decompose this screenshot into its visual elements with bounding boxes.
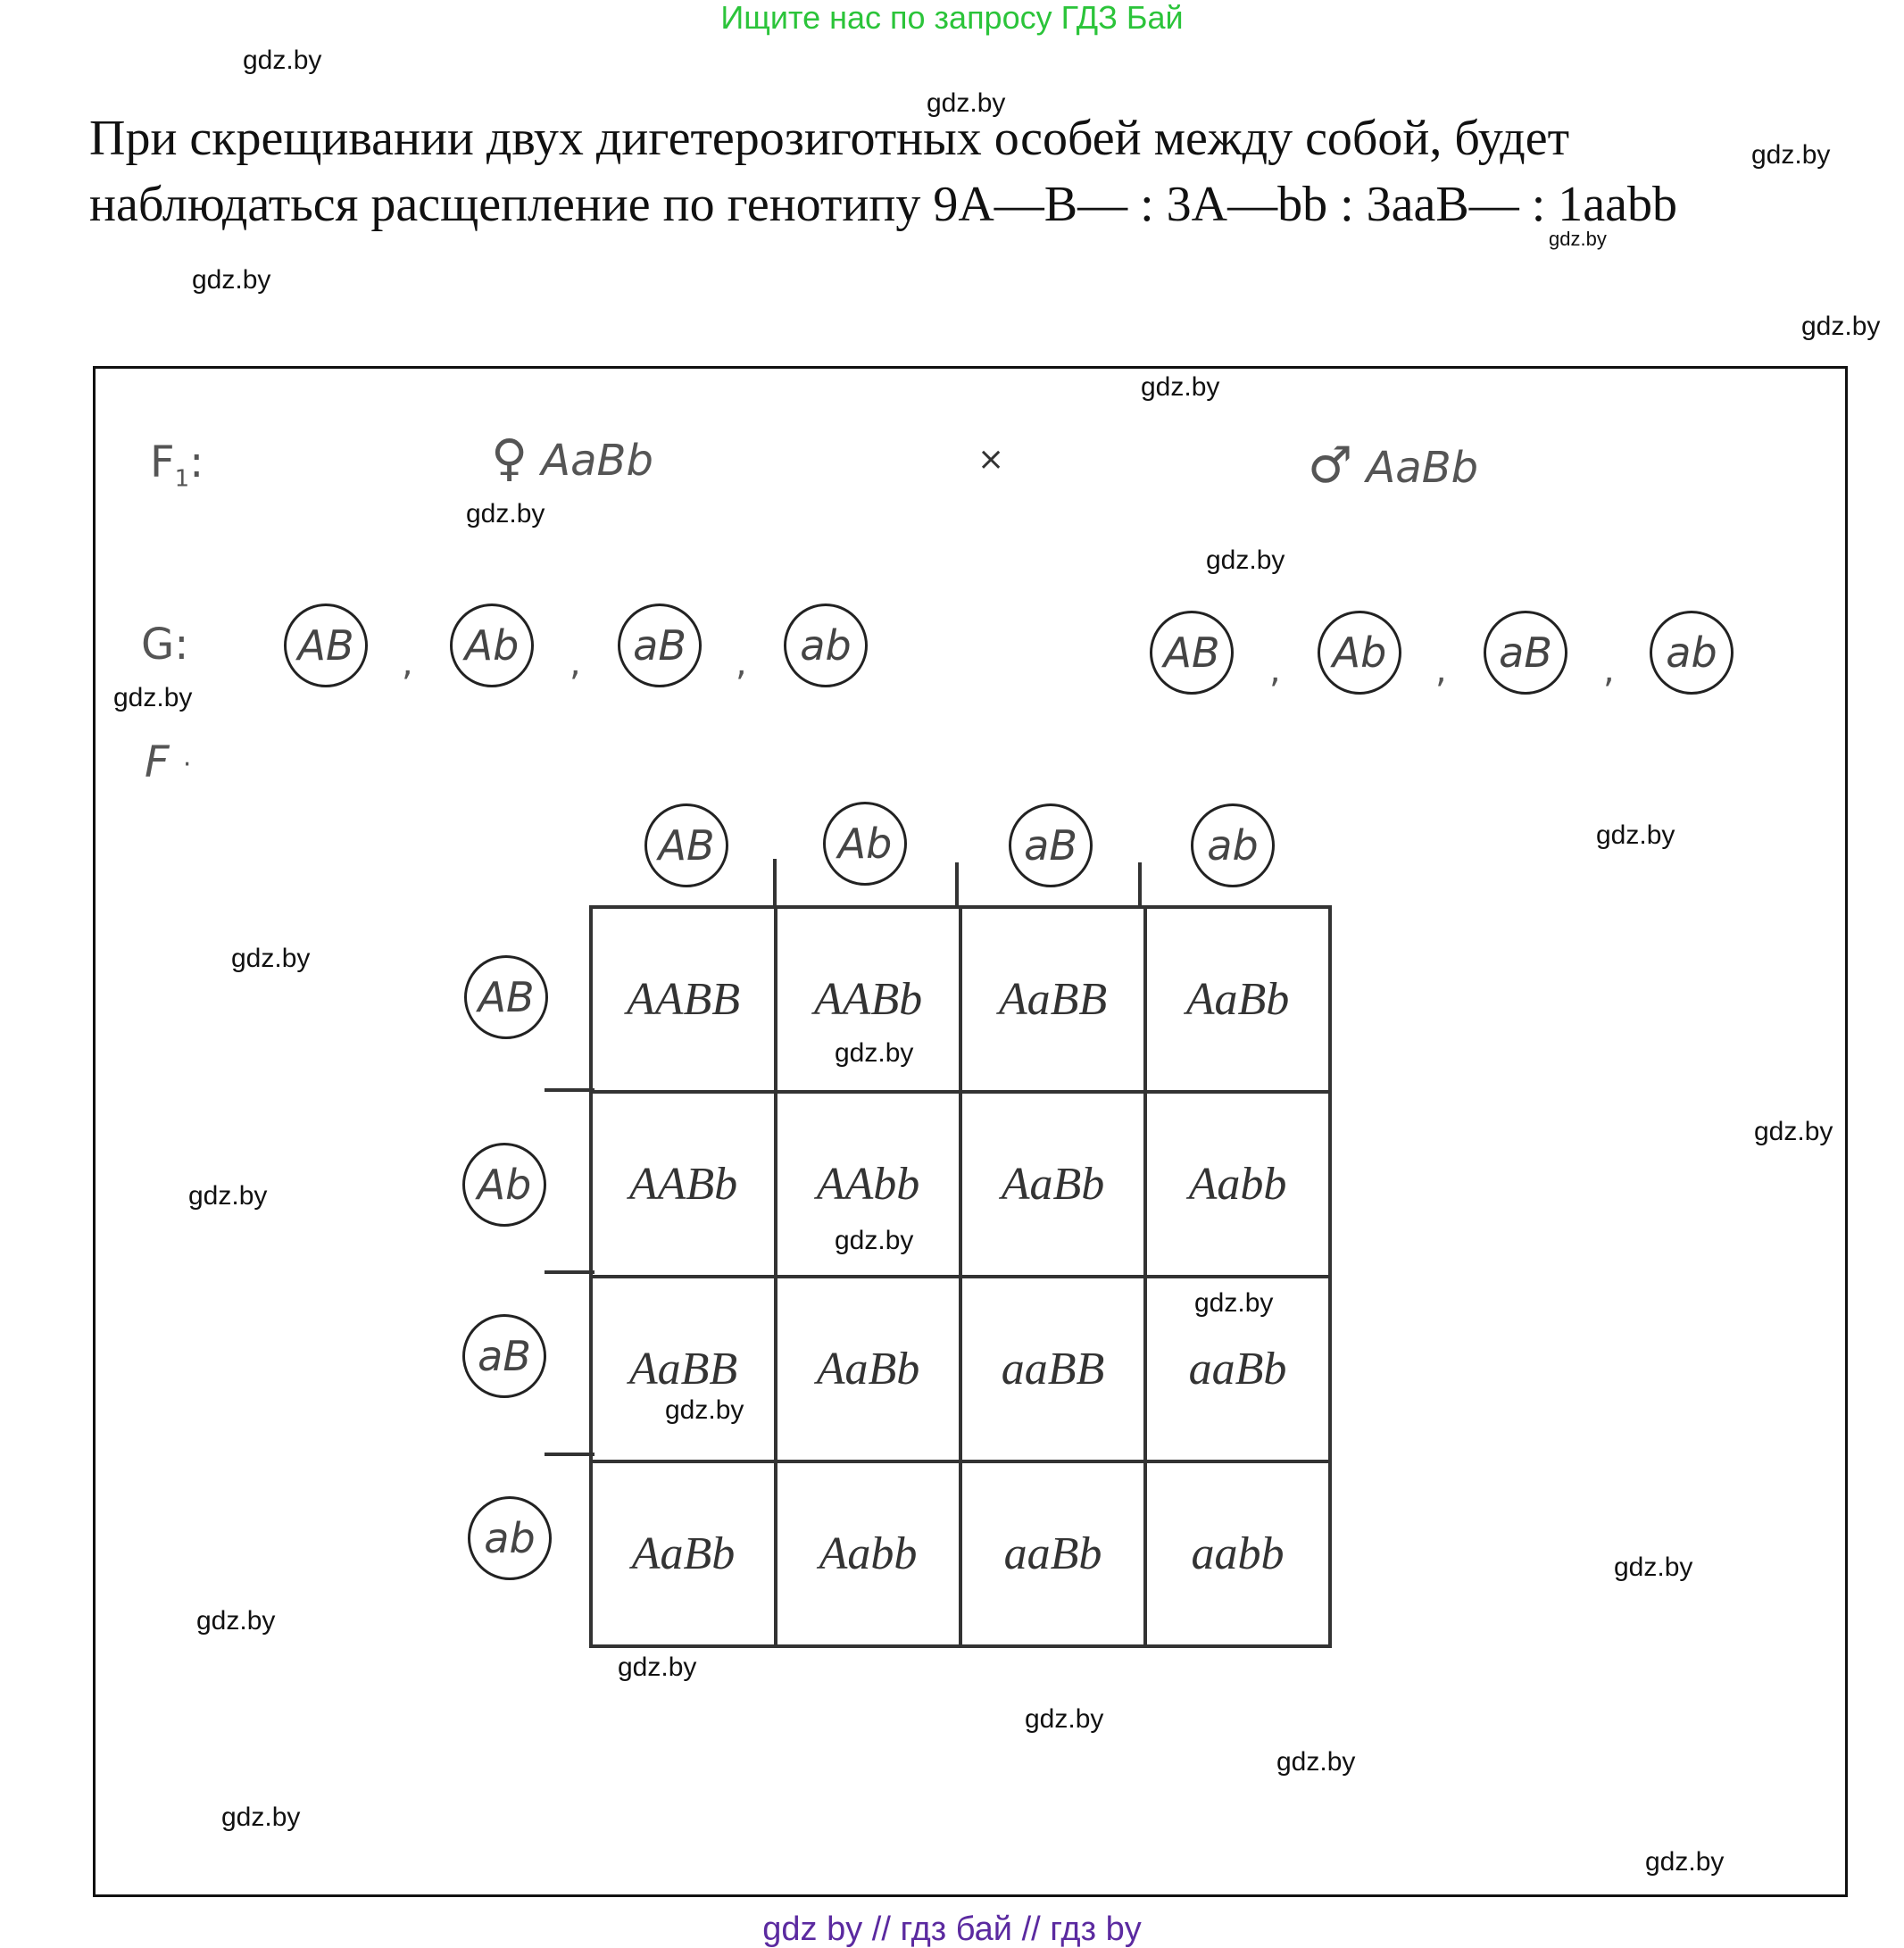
gamete-separator: , xyxy=(1435,650,1447,691)
punnett-cell: aaBb xyxy=(960,1461,1145,1646)
gamete-male-2: Ab xyxy=(1318,611,1401,695)
punnett-cell: AaBb xyxy=(1145,907,1330,1092)
punnett-col-header: Ab xyxy=(823,802,907,886)
gamete-separator: , xyxy=(570,643,581,684)
watermark: gdz.by xyxy=(113,683,193,712)
watermark: gdz.by xyxy=(927,88,1006,118)
punnett-row xyxy=(591,907,1330,1092)
watermark: gdz.by xyxy=(221,1802,301,1832)
watermark: gdz.by xyxy=(1754,1117,1833,1146)
watermark: gdz.by xyxy=(1141,372,1220,402)
punnett-col-header: ab xyxy=(1191,803,1275,887)
watermark: gdz.by xyxy=(1751,140,1831,170)
watermark: gdz.by xyxy=(1206,545,1285,575)
watermark: gdz.by xyxy=(196,1606,276,1636)
female-icon: ♀ xyxy=(491,429,528,487)
male-parent xyxy=(1308,437,1479,495)
watermark: gdz.by xyxy=(1614,1553,1693,1582)
watermark: gdz.by xyxy=(231,944,311,973)
punnett-row-header: ab xyxy=(468,1496,552,1580)
watermark: gdz.by xyxy=(1194,1288,1274,1318)
punnett-cell: Aabb xyxy=(776,1461,960,1646)
gamete-female-4: ab xyxy=(784,604,868,687)
gametes-label: G: xyxy=(141,620,189,670)
gamete-female-3: aB xyxy=(618,604,702,687)
watermark: gdz.by xyxy=(1645,1847,1725,1877)
row-divider xyxy=(545,1453,594,1456)
punnett-row-header: Ab xyxy=(462,1143,546,1227)
watermark: gdz.by xyxy=(1596,820,1675,850)
punnett-cell: AaBb xyxy=(960,1092,1145,1277)
watermark: gdz.by xyxy=(243,46,322,75)
gamete-female-1: AB xyxy=(284,604,368,687)
f-label: F · xyxy=(145,737,192,787)
gamete-male-1: AB xyxy=(1150,611,1234,695)
gamete-male-4: ab xyxy=(1650,611,1734,695)
male-genotype: AaBb xyxy=(1366,443,1479,493)
punnett-cell: AABB xyxy=(591,907,776,1092)
punnett-col-header: aB xyxy=(1009,803,1093,887)
watermark: gdz.by xyxy=(192,265,271,295)
punnett-cell: AABb xyxy=(591,1092,776,1277)
search-banner: Ищите нас по запросу ГДЗ Бай xyxy=(720,0,1184,36)
punnett-cell: AaBB xyxy=(960,907,1145,1092)
male-icon: ♂ xyxy=(1308,437,1353,495)
punnett-row-header: aB xyxy=(462,1314,546,1398)
watermark: gdz.by xyxy=(618,1652,697,1682)
header-divider xyxy=(955,862,959,907)
punnett-cell: Aabb xyxy=(1145,1092,1330,1277)
female-genotype: AaBb xyxy=(541,436,653,486)
punnett-row xyxy=(591,1277,1330,1461)
female-parent xyxy=(491,429,653,487)
watermark: gdz.by xyxy=(835,1038,914,1068)
gamete-female-2: Ab xyxy=(450,604,534,687)
punnett-cell: AAbb xyxy=(776,1092,960,1277)
header-divider xyxy=(1138,862,1142,907)
punnett-cell: aabb xyxy=(1145,1461,1330,1646)
punnett-cell: AABb xyxy=(776,907,960,1092)
punnett-col-header: AB xyxy=(644,803,728,887)
punnett-cell: aaBb xyxy=(1145,1277,1330,1461)
watermark: gdz.by xyxy=(665,1395,744,1425)
f1-label: $F_1$: xyxy=(150,437,204,493)
row-divider xyxy=(545,1088,594,1092)
watermark: gdz.by xyxy=(1025,1704,1104,1734)
cross-sign: × xyxy=(977,441,1005,478)
watermark: gdz.by xyxy=(188,1181,268,1211)
gamete-male-3: aB xyxy=(1484,611,1567,695)
header-divider xyxy=(773,859,777,907)
watermark: gdz.by xyxy=(1276,1747,1356,1777)
watermark: gdz.by xyxy=(1801,312,1881,341)
punnett-cell: AaBB xyxy=(591,1277,776,1461)
footer-links: gdz by // гдз бай // гдз by xyxy=(762,1911,1142,1948)
answer-text: При скрещивании двух дигетерозиготных особей между собой, будет наблюдаться расщепление по генотипу 9А—В— : 3А—bb : 3ааВ— : 1ааbb xyxy=(89,111,1678,232)
punnett-row xyxy=(591,1461,1330,1646)
gamete-separator: , xyxy=(1269,650,1281,691)
row-divider xyxy=(545,1270,594,1274)
punnett-cell: AaBb xyxy=(776,1277,960,1461)
punnett-row xyxy=(591,1092,1330,1277)
gamete-separator: , xyxy=(1603,650,1615,691)
punnett-cell: aaBB xyxy=(960,1277,1145,1461)
watermark: gdz.by xyxy=(835,1226,914,1255)
watermark: gdz.by xyxy=(466,499,545,529)
punnett-cell: AaBb xyxy=(591,1461,776,1646)
watermark: gdz.by xyxy=(1549,228,1607,250)
punnett-square xyxy=(589,905,1332,1648)
gamete-separator: , xyxy=(402,643,413,684)
punnett-row-header: AB xyxy=(464,955,548,1039)
gamete-separator: , xyxy=(736,643,747,684)
